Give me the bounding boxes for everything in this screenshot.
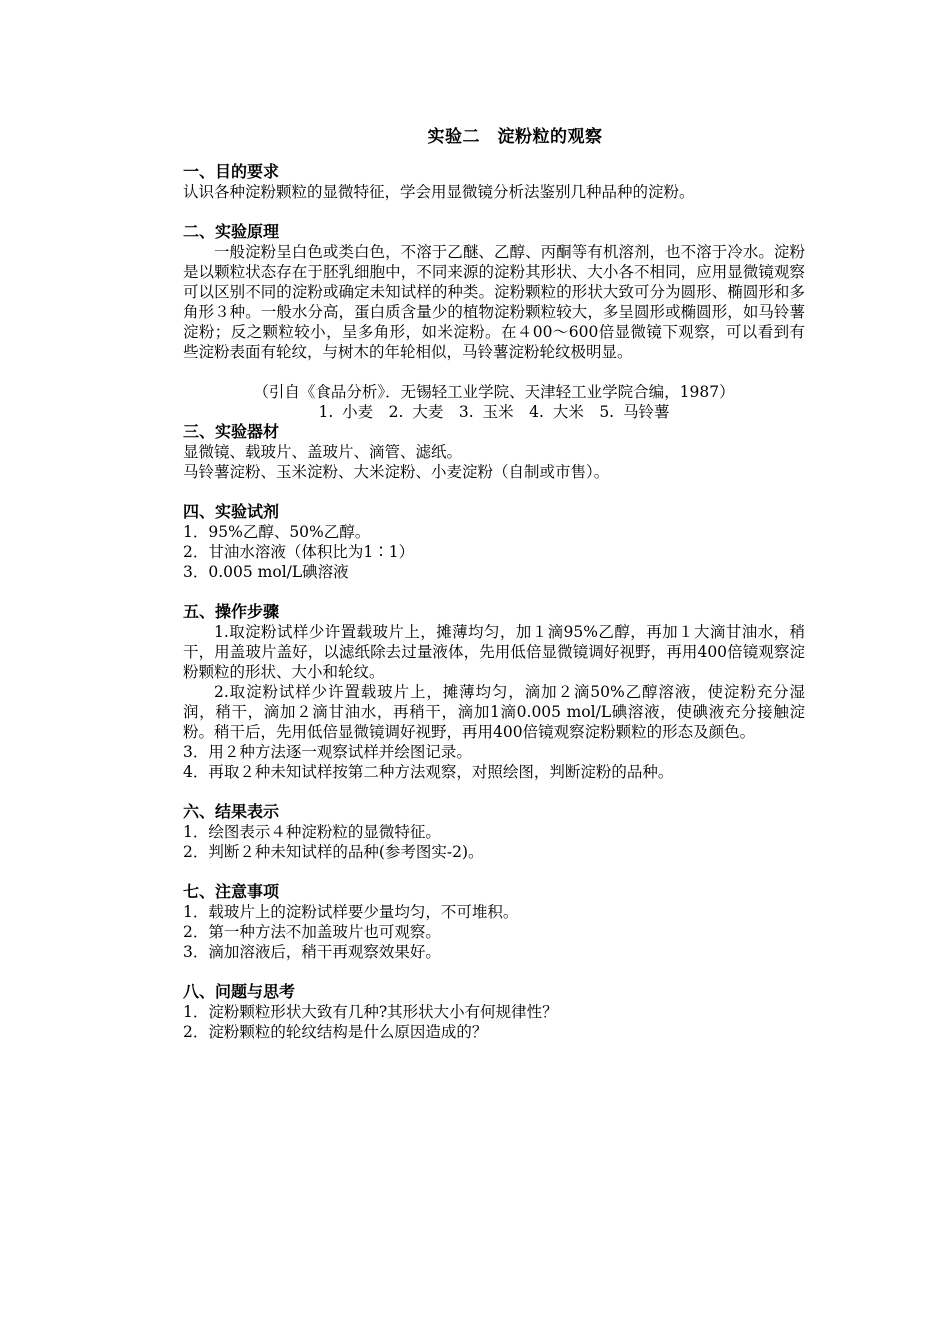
list-item: 2．淀粉颗粒的轮纹结构是什么原因造成的？: [183, 1023, 488, 1041]
figure-caption: 1. 小麦 2. 大麦 3. 玉米 4. 大米 5. 马铃薯: [318, 403, 670, 421]
section-heading: 八、问题与思考: [183, 982, 296, 1001]
list-item: 3．滴加溶液后，稍干再观察效果好。: [183, 943, 441, 961]
section-procedure: [183, 602, 805, 782]
list-item: 1．绘图表示４种淀粉粒的显微特征。: [183, 823, 441, 841]
section-heading: 五、操作步骤: [183, 602, 280, 621]
section-heading: 二、实验原理: [183, 222, 280, 241]
list-item: 1．95%乙醇、50%乙醇。: [183, 523, 371, 541]
list-item: 显微镜、载玻片、盖玻片、滴管、滤纸。: [183, 443, 463, 461]
citation: （引自《食品分析》．无锡轻工业学院、天津轻工业学院合编，1987）: [253, 383, 735, 401]
list-item: 3．用２种方法逐一观察试样并绘图记录。: [183, 743, 472, 761]
section-heading: 四、实验试剂: [183, 502, 280, 521]
list-item: 3．0.005 mol/L碘溶液: [183, 563, 349, 581]
list-item: 4．再取２种未知试样按第二种方法观察，对照绘图，判断淀粉的品种。: [183, 763, 674, 781]
document-title: 实验二 淀粉粒的观察: [427, 127, 603, 147]
list-item: 马铃薯淀粉、玉米淀粉、大米淀粉、小麦淀粉（自制或市售）。: [183, 463, 610, 481]
list-item: 2．第一种方法不加盖玻片也可观察。: [183, 923, 441, 941]
section-heading: 三、实验器材: [183, 422, 280, 441]
section-purpose: [183, 162, 805, 202]
list-item: 1．淀粉颗粒形状大致有几种?其形状大小有何规律性？: [183, 1003, 558, 1021]
list-item: 1．载玻片上的淀粉试样要少量均匀，不可堆积。: [183, 903, 519, 921]
section-results: [183, 802, 805, 862]
document-body: [183, 162, 805, 1042]
section-heading: 六、结果表示: [183, 802, 280, 821]
section-notes: [183, 882, 805, 962]
paragraph: 一般淀粉呈白色或类白色，不溶于乙醚、乙醇、丙酮等有机溶剂，也不溶于冷水。淀粉是以颗粒状态存在于胚乳细胞中，不同来源的淀粉其形状、大小各不相同，应用显微镜观察可以区别不同的淀粉或确定未知试样的种类。淀粉颗粒的形状大致可分为圆形、椭圆形和多角形３种。一般水分高，蛋白质含量少的植物淀粉颗粒较大，多呈圆形或椭圆形，如马铃薯淀粉；反之颗粒较小，呈多角形，如米淀粉。在４00～600倍显微镜下观察，可以看到有些淀粉表面有轮纹，与树木的年轮相似，马铃薯淀粉轮纹极明显。: [183, 243, 805, 361]
list-item: 2.取淀粉试样少许置载玻片上，摊薄均匀，滴加２滴50%乙醇溶液，使淀粉充分湿润，稍干，滴加２滴甘油水，再稍干，滴加1滴0.005 mol/L碘溶液，使碘液充分接触淀粉。稍干后，先用低倍显微镜调好视野，再用400倍镜观察淀粉颗粒的形态及颜色。: [183, 683, 805, 741]
section-heading: 七、注意事项: [183, 882, 280, 901]
list-item: 2．甘油水溶液（体积比为1∶1）: [183, 543, 415, 561]
paragraph: 认识各种淀粉颗粒的显微特征，学会用显微镜分析法鉴别几种品种的淀粉。: [183, 183, 695, 201]
list-item: 2．判断２种未知试样的品种(参考图实-2)。: [183, 843, 484, 861]
section-questions: [183, 982, 805, 1042]
list-item: 1.取淀粉试样少许置载玻片上，摊薄均匀，加１滴95%乙醇，再加１大滴甘油水，稍干，用盖玻片盖好，以滤纸除去过量液体，先用低倍显微镜调好视野，再用400倍镜观察淀粉颗粒的形状、大小和轮纹。: [183, 623, 805, 681]
section-principle: [183, 222, 805, 422]
section-reagents: [183, 502, 805, 582]
section-heading: 一、目的要求: [183, 162, 280, 181]
section-equipment: [183, 422, 805, 482]
